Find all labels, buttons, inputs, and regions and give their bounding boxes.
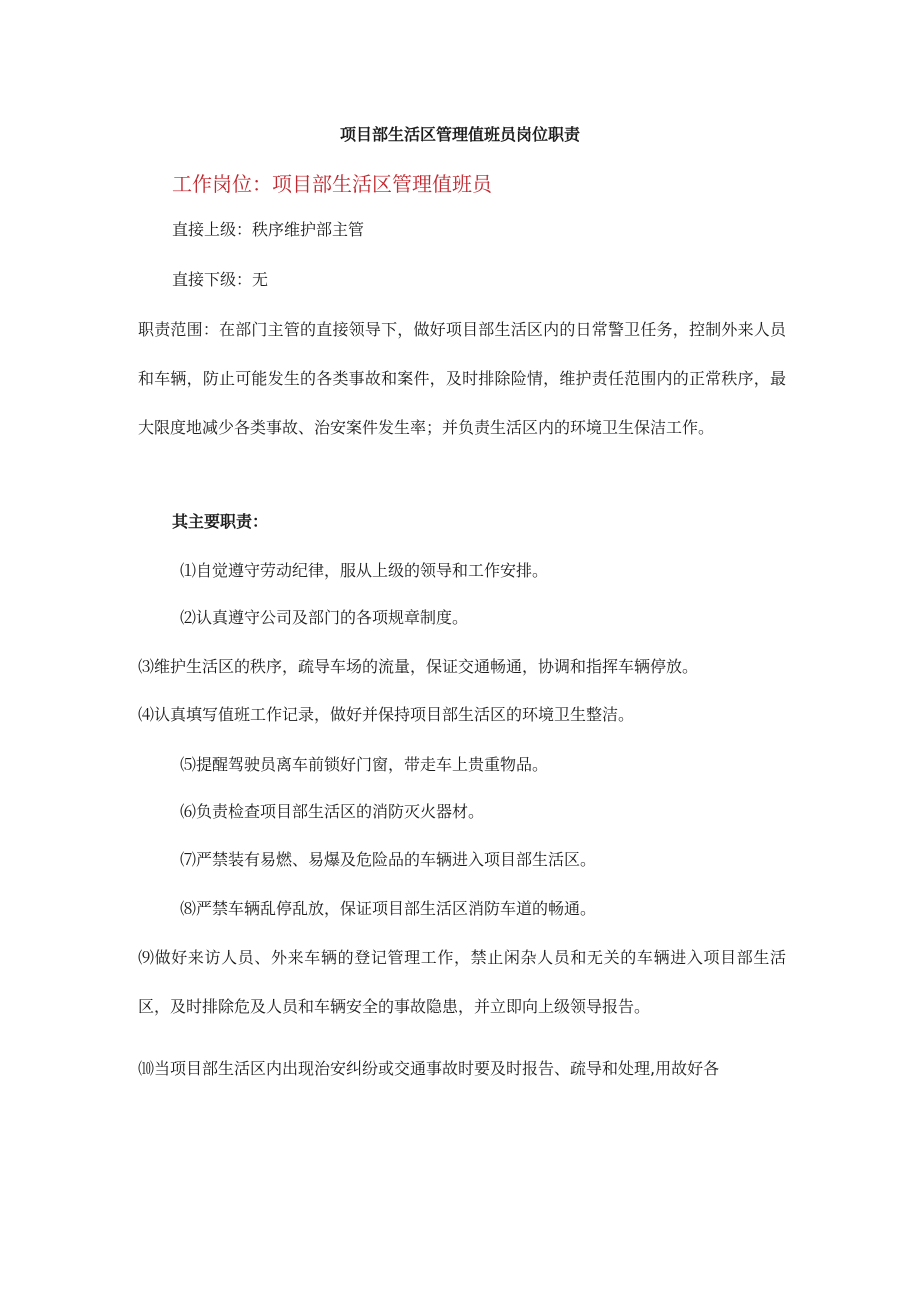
duties-heading: 其主要职责： [172,512,269,531]
duty-item: ⑺严禁装有易燃、易爆及危险品的车辆进入项目部生活区。 [180,850,597,869]
duty-item: ⑼做好来访人员、外来车辆的登记管理工作，禁止闲杂人员和无关的车辆进入项目部生活区，及时排除危及人员和车辆安全的事故隐患，并立即向上级领导报告。 [138,948,786,1016]
subordinate-line: 直接下级：无 [172,270,269,289]
duty-item: ⑽当项目部生活区内出现治安纠纷或交通事故时要及时报告、疏导和处理,用故好各 [138,1059,720,1078]
post-label: 工作岗位：项目部生活区管理值班员 [172,172,492,196]
document-title: 项目部生活区管理值班员岗位职责 [339,125,580,144]
superior-line: 直接上级：秩序维护部主管 [172,220,365,239]
duty-item: ⑴自觉遵守劳动纪律，服从上级的领导和工作安排。 [180,561,549,580]
duty-item: ⑸提醒驾驶员离车前锁好门窗，带走车上贵重物品。 [180,755,549,774]
duty-item: ⑶维护生活区的秩序，疏导车场的流量，保证交通畅通，协调和指挥车辆停放。 [138,657,699,676]
duty-item: ⑹负责检查项目部生活区的消防灭火器材。 [180,802,485,821]
duty-item: ⑷认真填写值班工作记录，做好并保持项目部生活区的环境卫生整洁。 [138,705,635,724]
scope-paragraph: 职责范围：在部门主管的直接领导下，做好项目部生活区内的日常警卫任务，控制外来人员和车辆，防止可能发生的各类事故和案件，及时排除险情，维护责任范围内的正常秩序，最大限度地减少各类事故、治安案件发生率；并负责生活区内的环境卫生保洁工作。 [138,320,786,437]
duty-item: ⑵认真遵守公司及部门的各项规章制度。 [180,608,469,627]
duty-item: ⑻严禁车辆乱停乱放，保证项目部生活区消防车道的畅通。 [180,899,597,918]
